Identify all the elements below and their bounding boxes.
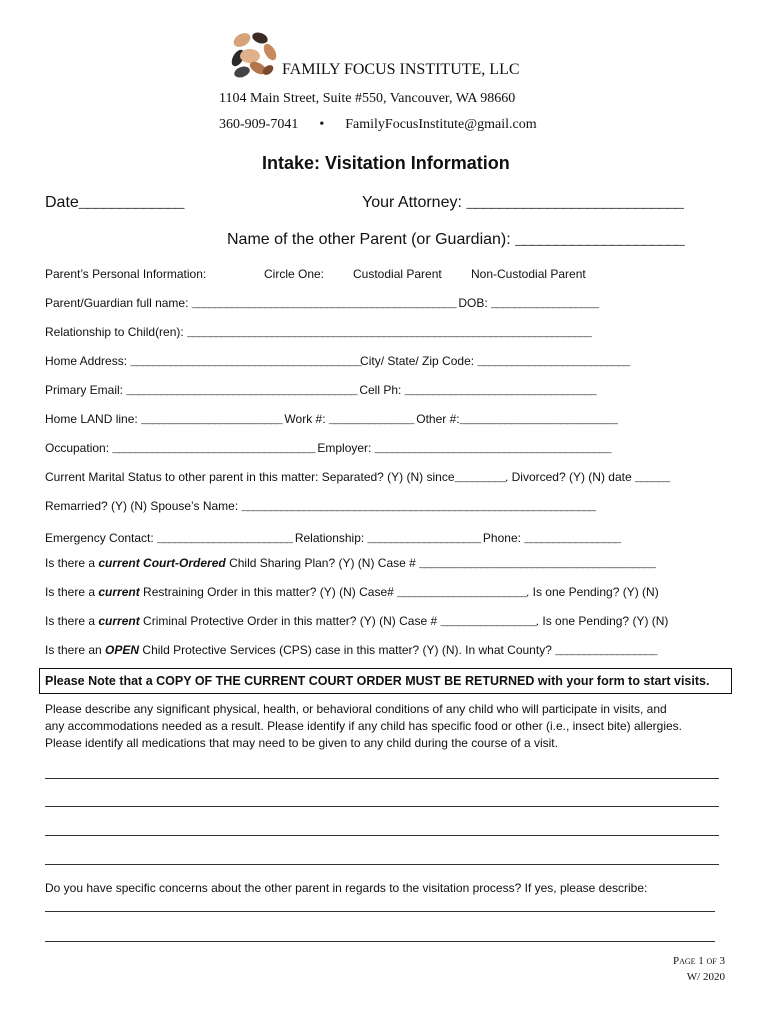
date-label: Date [45, 194, 79, 211]
other-parent-blank[interactable]: _____________________ [515, 231, 684, 249]
other-phone-label: Other #: [412, 412, 460, 426]
remarried-blank[interactable]: _______________________________________________________________ [241, 500, 595, 514]
occupation-label: Occupation: [45, 441, 113, 455]
q2-text: Restraining Order in this matter? (Y) (N) Case# [139, 585, 398, 599]
describe-answer-line-3[interactable] [45, 835, 719, 836]
q2-pending: . Is one Pending? (Y) (N) [525, 585, 659, 599]
custodial-option[interactable]: Custodial Parent [353, 267, 442, 281]
emergency-relationship-blank[interactable]: ____________________ [367, 532, 480, 546]
home-address-row [45, 354, 629, 369]
city-state-zip-blank[interactable]: ___________________________ [477, 355, 629, 369]
occupation-blank[interactable]: ____________________________________ [112, 442, 315, 456]
org-address: 1104 Main Street, Suite #550, Vancouver, WA 98660 [219, 91, 516, 106]
attorney-label: Your Attorney: [362, 194, 467, 211]
question-cps-case [45, 643, 656, 658]
home-address-label: Home Address: [45, 354, 131, 368]
employer-label: Employer: [314, 441, 375, 455]
relationship-label: Relationship to Child(ren): [45, 325, 188, 339]
marital-since-blank[interactable]: _________ [454, 471, 505, 485]
org-contact [219, 117, 537, 133]
full-name-label: Parent/Guardian full name: [45, 296, 192, 310]
q1-case-blank[interactable]: __________________________________________ [419, 557, 655, 571]
dob-blank[interactable]: ___________________ [491, 297, 598, 311]
work-blank[interactable]: _______________ [328, 413, 413, 427]
q1-text: Child Sharing Plan? (Y) (N) Case # [225, 556, 420, 570]
email-row [45, 383, 595, 398]
personal-info-label: Parent’s Personal Information: [45, 267, 207, 281]
cell-phone-label: Cell Ph: [356, 383, 405, 397]
other-phone-blank[interactable]: ____________________________ [459, 413, 617, 427]
full-name-row [45, 296, 597, 311]
hands-logo-icon [229, 30, 279, 79]
attorney-blank[interactable]: ___________________________ [466, 194, 683, 212]
marital-date-blank[interactable]: ______ [634, 471, 669, 485]
q4-prefix: Is there an [45, 643, 106, 657]
page-number: Page 1 of 3 [672, 955, 725, 967]
describe-line-3: Please identify all medications that may need to be given to any child during the course of a visit. [45, 736, 558, 750]
relationship-blank[interactable]: ________________________________________________________________________ [187, 326, 591, 340]
cell-phone-blank[interactable]: __________________________________ [404, 384, 596, 398]
remarried-label: Remarried? (Y) (N) Spouse’s Name: [45, 499, 242, 513]
describe-answer-line-4[interactable] [45, 864, 719, 865]
q4-text: Child Protective Services (CPS) case in this matter? (Y) (N). In what County? [139, 643, 556, 657]
city-state-zip-label: City/ State/ Zip Code: [360, 354, 478, 368]
home-address-blank[interactable]: _________________________________________ [130, 355, 361, 369]
q1-emphasis: current Court-Ordered [98, 556, 226, 570]
emergency-label: Emergency Contact: [45, 531, 158, 545]
primary-email-label: Primary Email: [45, 383, 127, 397]
attorney-field[interactable] [362, 194, 682, 212]
court-order-notice: Please Note that a COPY OF THE CURRENT COURT ORDER MUST BE RETURNED with your form to start visits. [39, 668, 732, 694]
question-protective-order [45, 614, 668, 629]
q1-prefix: Is there a [45, 556, 99, 570]
date-field[interactable] [45, 194, 183, 212]
emergency-phone-blank[interactable]: _________________ [524, 532, 620, 546]
home-land-label: Home LAND line: [45, 412, 142, 426]
home-land-blank[interactable]: _________________________ [141, 413, 282, 427]
date-blank[interactable]: _____________ [78, 194, 183, 212]
q3-emphasis: current [98, 614, 140, 628]
describe-answer-line-1[interactable] [45, 778, 719, 779]
marital-label: Current Marital Status to other parent in this matter: Separated? (Y) (N) since [45, 470, 455, 484]
org-name: FAMILY FOCUS INSTITUTE, LLC [282, 61, 520, 78]
other-parent-label: Name of the other Parent (or Guardian): [227, 231, 516, 248]
emergency-relationship-label: Relationship: [291, 531, 368, 545]
q3-pending: . Is one Pending? (Y) (N) [535, 614, 669, 628]
emergency-phone-label: Phone: [479, 531, 525, 545]
emergency-row [45, 531, 620, 546]
bullet-separator: • [319, 117, 325, 132]
emergency-blank[interactable]: ________________________ [157, 532, 292, 546]
describe-line-2: any accommodations needed as a result. Please identify if any child has specific food or other (i.e., insect bite) allergies. [45, 719, 683, 733]
concerns-answer-line-1[interactable] [45, 911, 715, 912]
org-email: FamilyFocusInstitute@gmail.com [345, 117, 537, 132]
work-label: Work #: [281, 412, 329, 426]
form-version: W/ 2020 [686, 971, 725, 983]
q3-case-blank[interactable]: _________________ [440, 615, 536, 629]
marital-row [45, 470, 669, 485]
q3-text: Criminal Protective Order in this matter? (Y) (N) Case # [139, 614, 441, 628]
org-phone: 360-909-7041 [219, 117, 299, 132]
q2-prefix: Is there a [45, 585, 99, 599]
form-title: Intake: Visitation Information [262, 153, 510, 173]
remarried-row [45, 499, 594, 514]
full-name-blank[interactable]: _______________________________________________ [191, 297, 456, 311]
relationship-row [45, 325, 590, 340]
describe-line-1: Please describe any significant physical, health, or behavioral conditions of any child who will participate in visits, and [45, 702, 667, 716]
primary-email-blank[interactable]: _________________________________________ [126, 384, 356, 398]
phone-row [45, 412, 616, 427]
other-parent-field[interactable] [227, 231, 683, 249]
q4-county-blank[interactable]: __________________ [555, 644, 657, 658]
non-custodial-option[interactable]: Non-Custodial Parent [471, 267, 586, 281]
concerns-question: Do you have specific concerns about the other parent in regards to the visitation process? If yes, please describe: [45, 881, 648, 895]
q3-prefix: Is there a [45, 614, 99, 628]
concerns-answer-line-2[interactable] [45, 941, 715, 942]
circle-one-label: Circle One: [264, 267, 325, 281]
marital-divorced-label: . Divorced? (Y) (N) date [504, 470, 635, 484]
question-restraining-order [45, 585, 659, 600]
family-focus-logo [224, 26, 282, 82]
employer-blank[interactable]: __________________________________________ [374, 442, 610, 456]
describe-answer-line-2[interactable] [45, 806, 719, 807]
q2-case-blank[interactable]: _______________________ [397, 586, 526, 600]
q2-emphasis: current [98, 585, 140, 599]
q4-emphasis: OPEN [105, 643, 140, 657]
question-court-ordered [45, 556, 654, 571]
dob-label: DOB: [455, 296, 492, 310]
occupation-row [45, 441, 610, 456]
